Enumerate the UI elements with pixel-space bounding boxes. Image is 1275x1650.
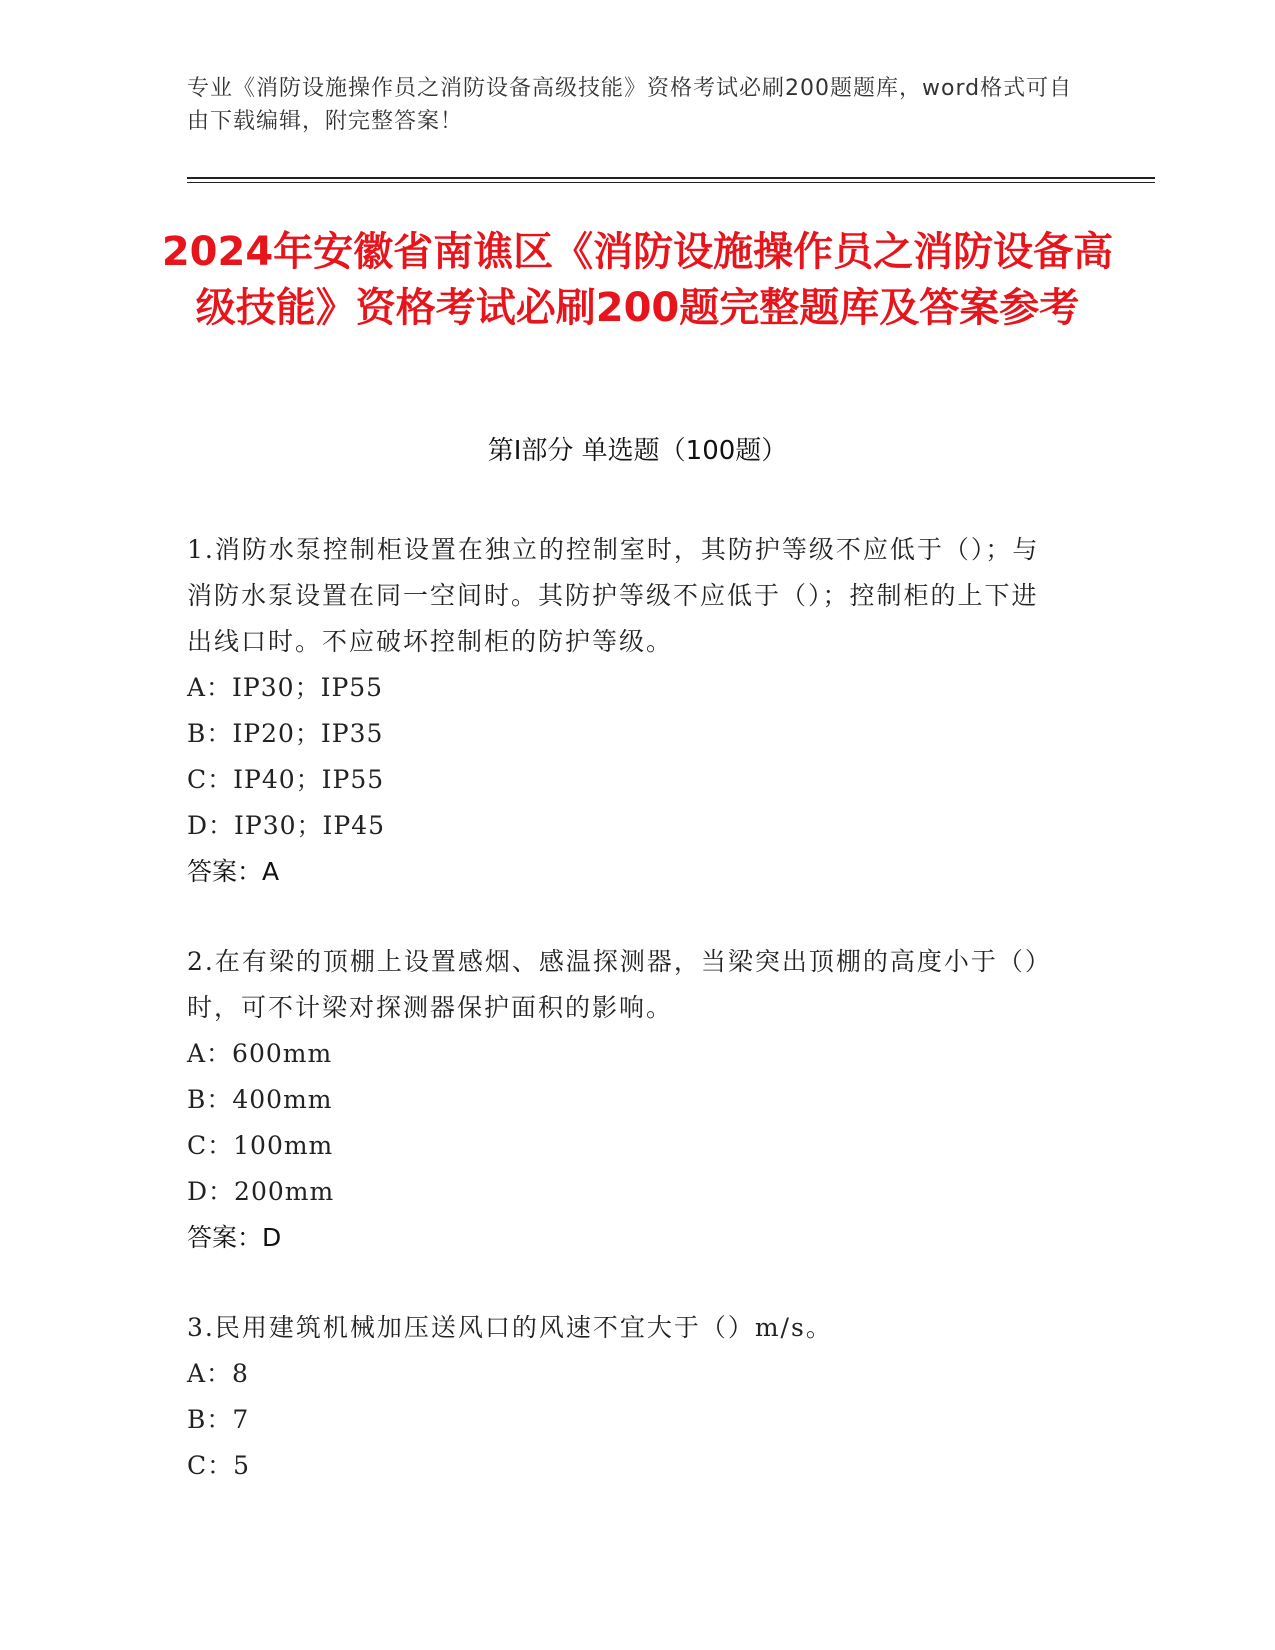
answer-line: 答案：D	[187, 1223, 282, 1252]
question-stem: 3.民用建筑机械加压送风口的风速不宜大于（）m/s。	[187, 1313, 833, 1342]
question-list	[187, 527, 1057, 1533]
header-note: 专业《消防设施操作员之消防设备高级技能》资格考试必刷200题题库，word格式可自由下载编辑，附完整答案！	[187, 76, 1073, 134]
option-d: D：200mm	[187, 1177, 335, 1206]
option-b: B：400mm	[187, 1085, 333, 1114]
option-c: C：5	[187, 1451, 251, 1480]
question-stem: 1.消防水泵控制柜设置在独立的控制室时，其防护等级不应低于（）；与消防水泵设置在同一空间时。其防护等级不应低于（）；控制柜的上下进出线口时。不应破坏控制柜的防护等级。	[187, 535, 1040, 656]
option-c: C：100mm	[187, 1131, 334, 1160]
question-item	[187, 1305, 1057, 1489]
question-item	[187, 527, 1057, 895]
header-divider-thin	[187, 182, 1155, 183]
option-c: C：IP40；IP55	[187, 765, 385, 794]
option-b: B：IP20；IP35	[187, 719, 384, 748]
option-a: A：IP30；IP55	[187, 673, 384, 702]
option-a: A：600mm	[187, 1039, 333, 1068]
option-d: D：IP30；IP45	[187, 811, 386, 840]
answer-line: 答案：A	[187, 857, 280, 886]
question-stem: 2.在有梁的顶棚上设置感烟、感温探测器，当梁突出顶棚的高度小于（）时，可不计梁对探测器保护面积的影响。	[187, 947, 1052, 1022]
header-divider-thick	[187, 177, 1155, 179]
question-item	[187, 939, 1057, 1261]
option-a: A：8	[187, 1359, 249, 1388]
option-b: B：7	[187, 1405, 250, 1434]
document-title: 2024年安徽省南谯区《消防设施操作员之消防设备高级技能》资格考试必刷200题完整题库及答案参考	[161, 229, 1114, 331]
section-heading: 第Ⅰ部分 单选题（100题）	[487, 436, 788, 466]
